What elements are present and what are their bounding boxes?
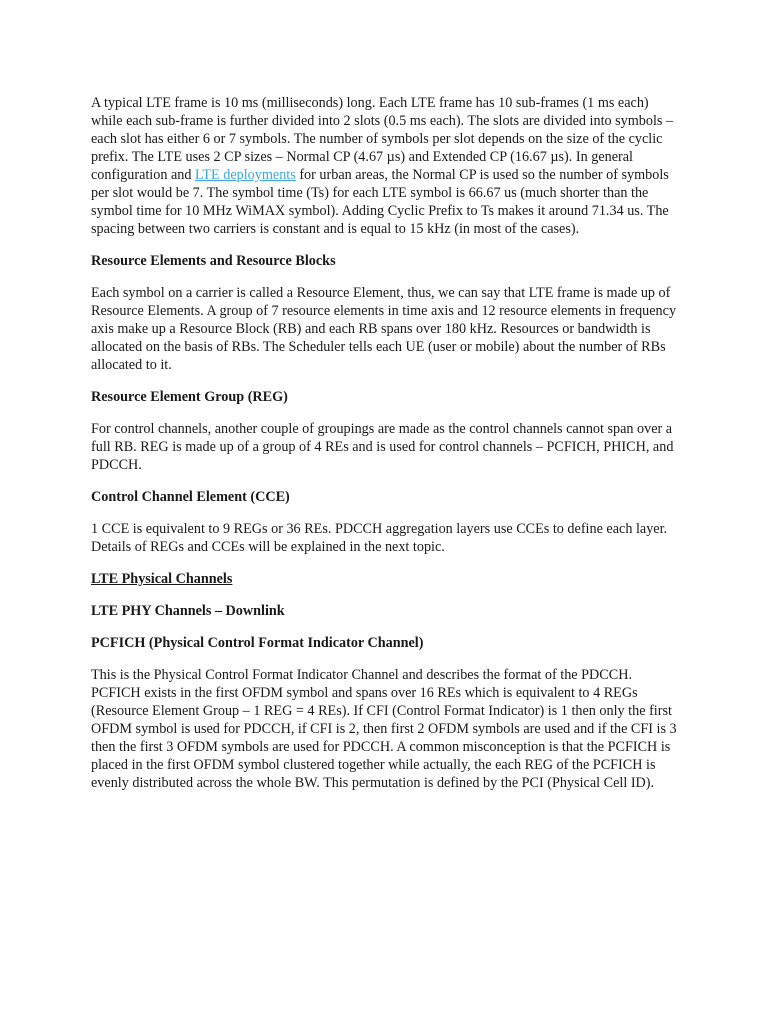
lte-deployments-link[interactable]: LTE deployments: [195, 167, 296, 183]
intro-paragraph: [91, 94, 677, 238]
intro-text-after-link: for urban areas, the Normal CP is used so the number of symbols per slot would be 7. The symbol time (Ts) for each LTE symbol is 66.67 us (much shorter than the symbol time for 10 MHz WiMAX symbol). Adding Cyclic Prefix to Ts makes it around 71.34 us. The spacing between two carriers is constant and is equal to 15 kHz (in most of the cases).: [91, 167, 669, 237]
heading-pcfich: PCFICH (Physical Control Format Indicator Channel): [91, 635, 424, 651]
heading-resource-elements: Resource Elements and Resource Blocks: [91, 253, 336, 269]
heading-downlink: LTE PHY Channels – Downlink: [91, 603, 285, 619]
heading-physical-channels: LTE Physical Channels: [91, 571, 233, 587]
heading-cce: Control Channel Element (CCE): [91, 489, 290, 505]
pcfich-paragraph: This is the Physical Control Format Indicator Channel and describes the format of the PDCCH. PCFICH exists in the first OFDM symbol and spans over 16 REs which is equivalent to 4 REGs (Resource Element Group – 1 REG = 4 REs). If CFI (Control Format Indicator) is 1 then only the first OFDM symbol is used for PDCCH, if CFI is 2, then first 2 OFDM symbols are used and if the CFI is 3 then the first 3 OFDM symbols are used for PDCCH. A common misconception is that the PCFICH is placed in the first OFDM symbol clustered together while actually, the each REG of the PCFICH is evenly distributed across the whole BW. This permutation is defined by the PCI (Physical Cell ID).: [91, 667, 677, 791]
document-page: [91, 94, 677, 806]
resource-elements-paragraph: Each symbol on a carrier is called a Resource Element, thus, we can say that LTE frame is made up of Resource Elements. A group of 7 resource elements in time axis and 12 resource elements in frequency axis make up a Resource Block (RB) and each RB spans over 180 kHz. Resources or bandwidth is allocated on the basis of RBs. The Scheduler tells each UE (user or mobile) about the number of RBs allocated to it.: [91, 285, 677, 373]
reg-paragraph: For control channels, another couple of groupings are made as the control channels cannot span over a full RB. REG is made up of a group of 4 REs and is used for control channels – PCFICH, PHICH, and PDCCH.: [91, 421, 674, 473]
cce-paragraph: 1 CCE is equivalent to 9 REGs or 36 REs. PDCCH aggregation layers use CCEs to define each layer. Details of REGs and CCEs will be explained in the next topic.: [91, 521, 668, 555]
heading-reg: Resource Element Group (REG): [91, 389, 288, 405]
intro-text-before-link: A typical LTE frame is 10 ms (milliseconds) long. Each LTE frame has 10 sub-frames (1 ms each) while each sub-frame is further divided into 2 slots (0.5 ms each). The slots are divided into symbols – each slot has either 6 or 7 symbols. The number of symbols per slot depends on the size of the cyclic prefix. The LTE uses 2 CP sizes – Normal CP (4.67 µs) and Extended CP (16.67 µs). In general configuration and: [91, 95, 674, 183]
